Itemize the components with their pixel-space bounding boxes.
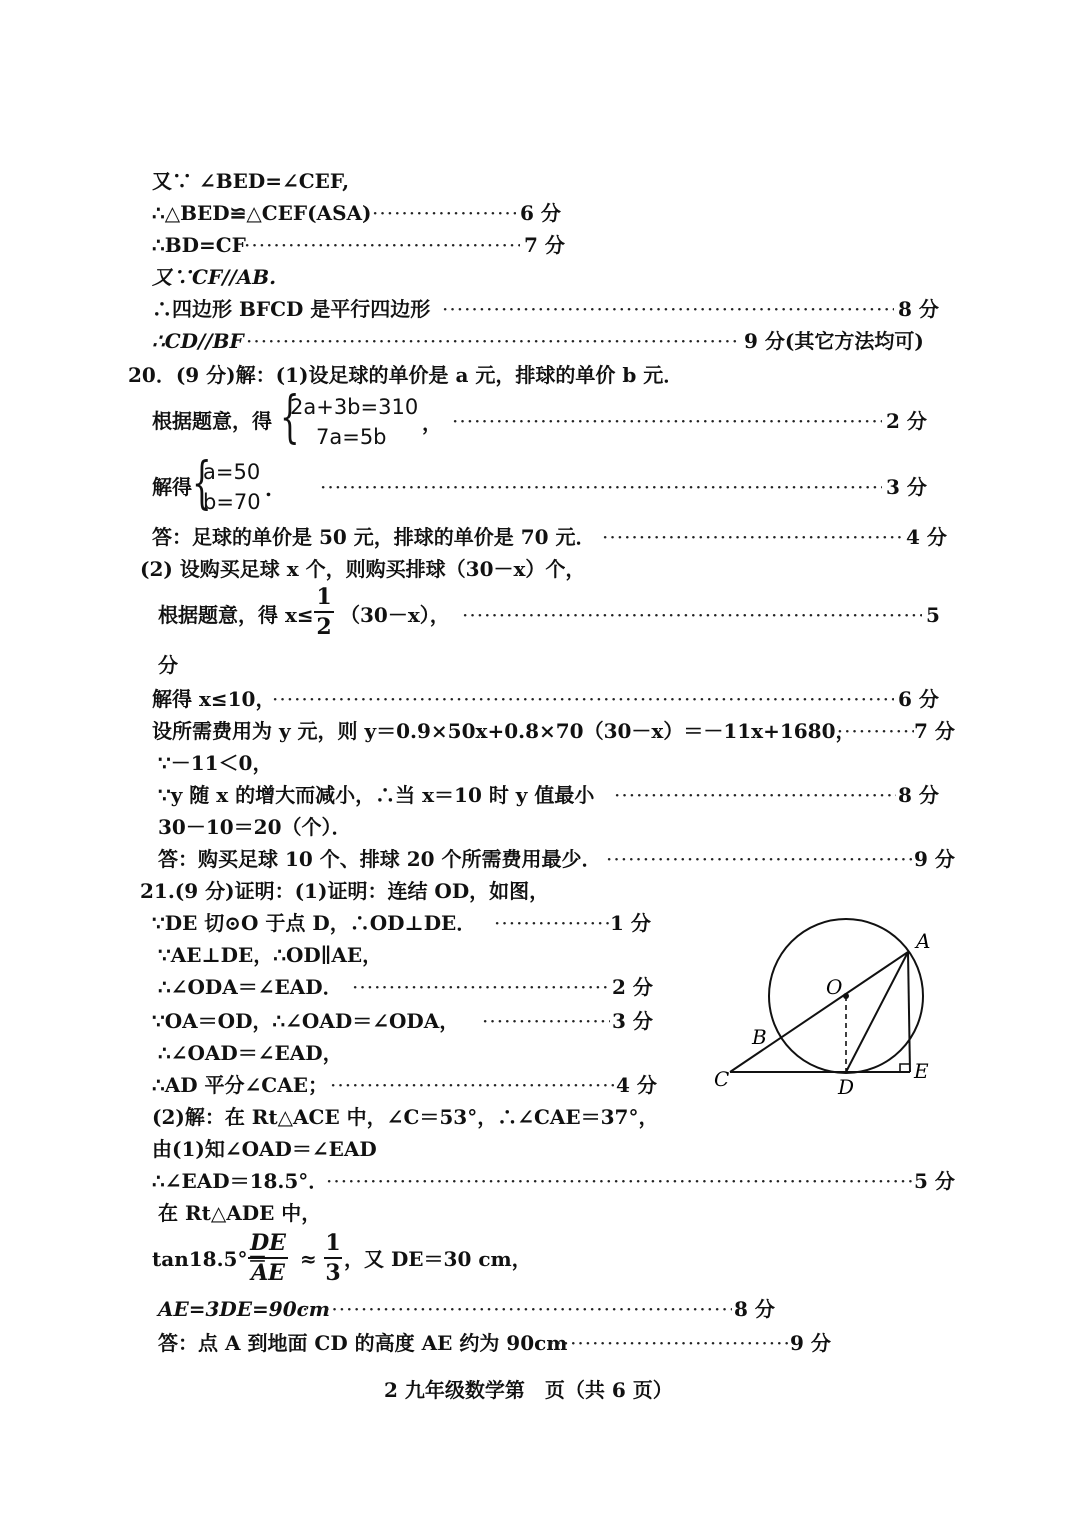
q21-part-2b: 由(1)知∠OAD＝∠EAD (152, 1137, 377, 1161)
leader-dots (606, 846, 912, 872)
q20-inequality-tail: （30－x）， (340, 603, 450, 627)
score-mark: 2 分 (886, 409, 927, 433)
leader-dots (330, 1072, 614, 1098)
fraction-numerator: DE (250, 1230, 286, 1256)
proof-line-5: ∴四边形 BFCD 是平行四边形 (152, 297, 431, 321)
leader-dots (272, 686, 894, 712)
score-mark: 7 分 (914, 719, 955, 743)
leader-dots (352, 974, 610, 1000)
q21-part-2d: 在 Rt△ADE 中， (158, 1201, 322, 1225)
score-mark: 9 分 (914, 847, 955, 871)
q20-answer-2: 答：购买足球 10 个、排球 20 个所需费用最少． (158, 847, 602, 871)
q20-equation-lead: 根据题意，得 (152, 409, 272, 433)
score-mark: 5 分 (914, 1169, 955, 1193)
right-angle-mark (900, 1064, 910, 1072)
segment-ae (908, 952, 910, 1072)
leader-dots (326, 1168, 912, 1194)
leader-dots (548, 1330, 788, 1356)
q21-step-1: ∵DE 切⊙O 于点 D，∴OD⊥DE． (152, 911, 477, 935)
leader-dots (246, 328, 740, 354)
proof-line-3: ∴BD=CF (152, 233, 246, 257)
leader-dots (494, 910, 610, 936)
q20-decrease: ∵y 随 x 的增大而减小，∴当 x＝10 时 y 值最小 (158, 783, 595, 807)
score-mark: 8 分 (734, 1297, 775, 1321)
equation-comma: ， (422, 411, 442, 435)
solution-dot: . (265, 477, 272, 501)
score-mark: 9 分 (790, 1331, 831, 1355)
q20-since: ∵－11＜0， (158, 751, 273, 775)
third-fraction (324, 1230, 342, 1286)
score-mark: 6 分 (520, 201, 561, 225)
q20-calc: 30－10＝20（个）． (158, 815, 352, 839)
q21-answer: 答：点 A 到地面 CD 的高度 AE 约为 90cm (158, 1331, 568, 1355)
q20-solution-lead: 解得 (152, 475, 192, 499)
label-c: C (714, 1067, 730, 1091)
leader-dots (822, 718, 914, 744)
q21-step-6: ∴AD 平分∠CAE； (152, 1073, 328, 1097)
fraction-denominator: 3 (325, 1260, 341, 1286)
label-d: D (838, 1075, 855, 1099)
q21-tan-tail: ，又 DE＝30 cm， (344, 1247, 532, 1271)
q20-part-2: (2) 设购买足球 x 个，则购买排球（30－x）个， (140, 557, 586, 581)
equation-1: 2a+3b=310 (290, 395, 419, 419)
inequality-fraction (314, 584, 334, 640)
score-mark: 9 分(其它方法均可) (744, 329, 924, 353)
score-mark: 6 分 (898, 687, 939, 711)
score-mark: 3 分 (612, 1009, 653, 1033)
q21-step-2: ∵AE⊥DE，∴OD∥AE， (158, 943, 383, 967)
fraction-denominator: AE (251, 1260, 285, 1286)
leader-dots (372, 200, 516, 226)
q21-part-2: (2)解：在 Rt△ACE 中，∠C＝53°，∴∠CAE＝37°， (152, 1105, 659, 1129)
q20-answer-1: 答：足球的单价是 50 元，排球的单价是 70 元． (152, 525, 596, 549)
leader-dots (320, 474, 882, 500)
label-e: E (914, 1059, 929, 1083)
score-mark: 7 分 (524, 233, 565, 257)
proof-line-1: 又∵ ∠BED=∠CEF, (152, 169, 350, 193)
label-b: B (752, 1025, 767, 1049)
leader-dots (482, 1008, 610, 1034)
tan-fraction (248, 1230, 288, 1286)
circle-tangent-figure (700, 908, 960, 1108)
proof-line-2: ∴△BED≌△CEF(ASA) (152, 201, 372, 225)
q20-inequality-lead: 根据题意，得 x≤ (158, 603, 314, 627)
leader-dots (302, 1296, 732, 1322)
solution-1: a=50 (203, 460, 261, 484)
leader-dots (244, 232, 520, 258)
score-mark: 8 分 (898, 783, 939, 807)
center-dot (843, 993, 849, 999)
score-mark: 1 分 (610, 911, 651, 935)
leader-dots (462, 602, 922, 628)
score-mark: 4 分 (616, 1073, 657, 1097)
q21-part-2c: ∴∠EAD＝18.5°． (152, 1169, 329, 1193)
score-mark: 8 分 (898, 297, 939, 321)
proof-line-6: ∴CD//BF (152, 329, 244, 353)
fraction-bar (324, 1257, 342, 1259)
fraction-bar (314, 611, 334, 613)
q20-solve: 解得 x≤10， (152, 687, 276, 711)
leader-dots (452, 408, 882, 434)
q21-step-5: ∴∠OAD＝∠EAD， (158, 1041, 343, 1065)
fraction-numerator: 1 (325, 1230, 341, 1256)
fraction-bar (248, 1257, 288, 1259)
leader-dots (442, 296, 894, 322)
q21-tan-lead: tan18.5°＝ (152, 1247, 268, 1271)
score-mark-unit: 分 (158, 653, 178, 677)
q20-heading: 20．(9 分)解：(1)设足球的单价是 a 元，排球的单价 b 元． (128, 363, 684, 387)
solution-brace: { (192, 451, 212, 516)
q21-step-3: ∴∠ODA＝∠EAD． (158, 975, 343, 999)
segment-ad (846, 952, 908, 1072)
label-a: A (916, 929, 931, 953)
score-mark: 3 分 (886, 475, 927, 499)
page-footer: 2 九年级数学第 页（共 6 页） (384, 1378, 673, 1402)
q21-ae: AE=3DE=90cm (158, 1297, 330, 1321)
solution-2: b=70 (203, 490, 261, 514)
leader-dots (602, 524, 904, 550)
label-o: O (826, 975, 843, 999)
score-mark: 5 (926, 603, 940, 627)
segment-ca (730, 952, 908, 1072)
fraction-numerator: 1 (316, 584, 332, 610)
leader-dots (614, 782, 896, 808)
fraction-denominator: 2 (316, 614, 332, 640)
q20-cost: 设所需费用为 y 元，则 y＝0.9×50x+0.8×70（30－x）＝－11x+1680， (152, 719, 856, 743)
score-mark: 4 分 (906, 525, 947, 549)
score-mark: 2 分 (612, 975, 653, 999)
q21-step-4: ∵OA＝OD，∴∠OAD＝∠ODA， (152, 1009, 460, 1033)
approx-sign: ≈ (300, 1247, 317, 1271)
q21-heading: 21.(9 分)证明：(1)证明：连结 OD，如图， (140, 879, 550, 903)
equation-brace: { (280, 385, 300, 450)
equation-2: 7a=5b (316, 425, 387, 449)
proof-line-4: 又∵CF//AB. (152, 265, 277, 289)
